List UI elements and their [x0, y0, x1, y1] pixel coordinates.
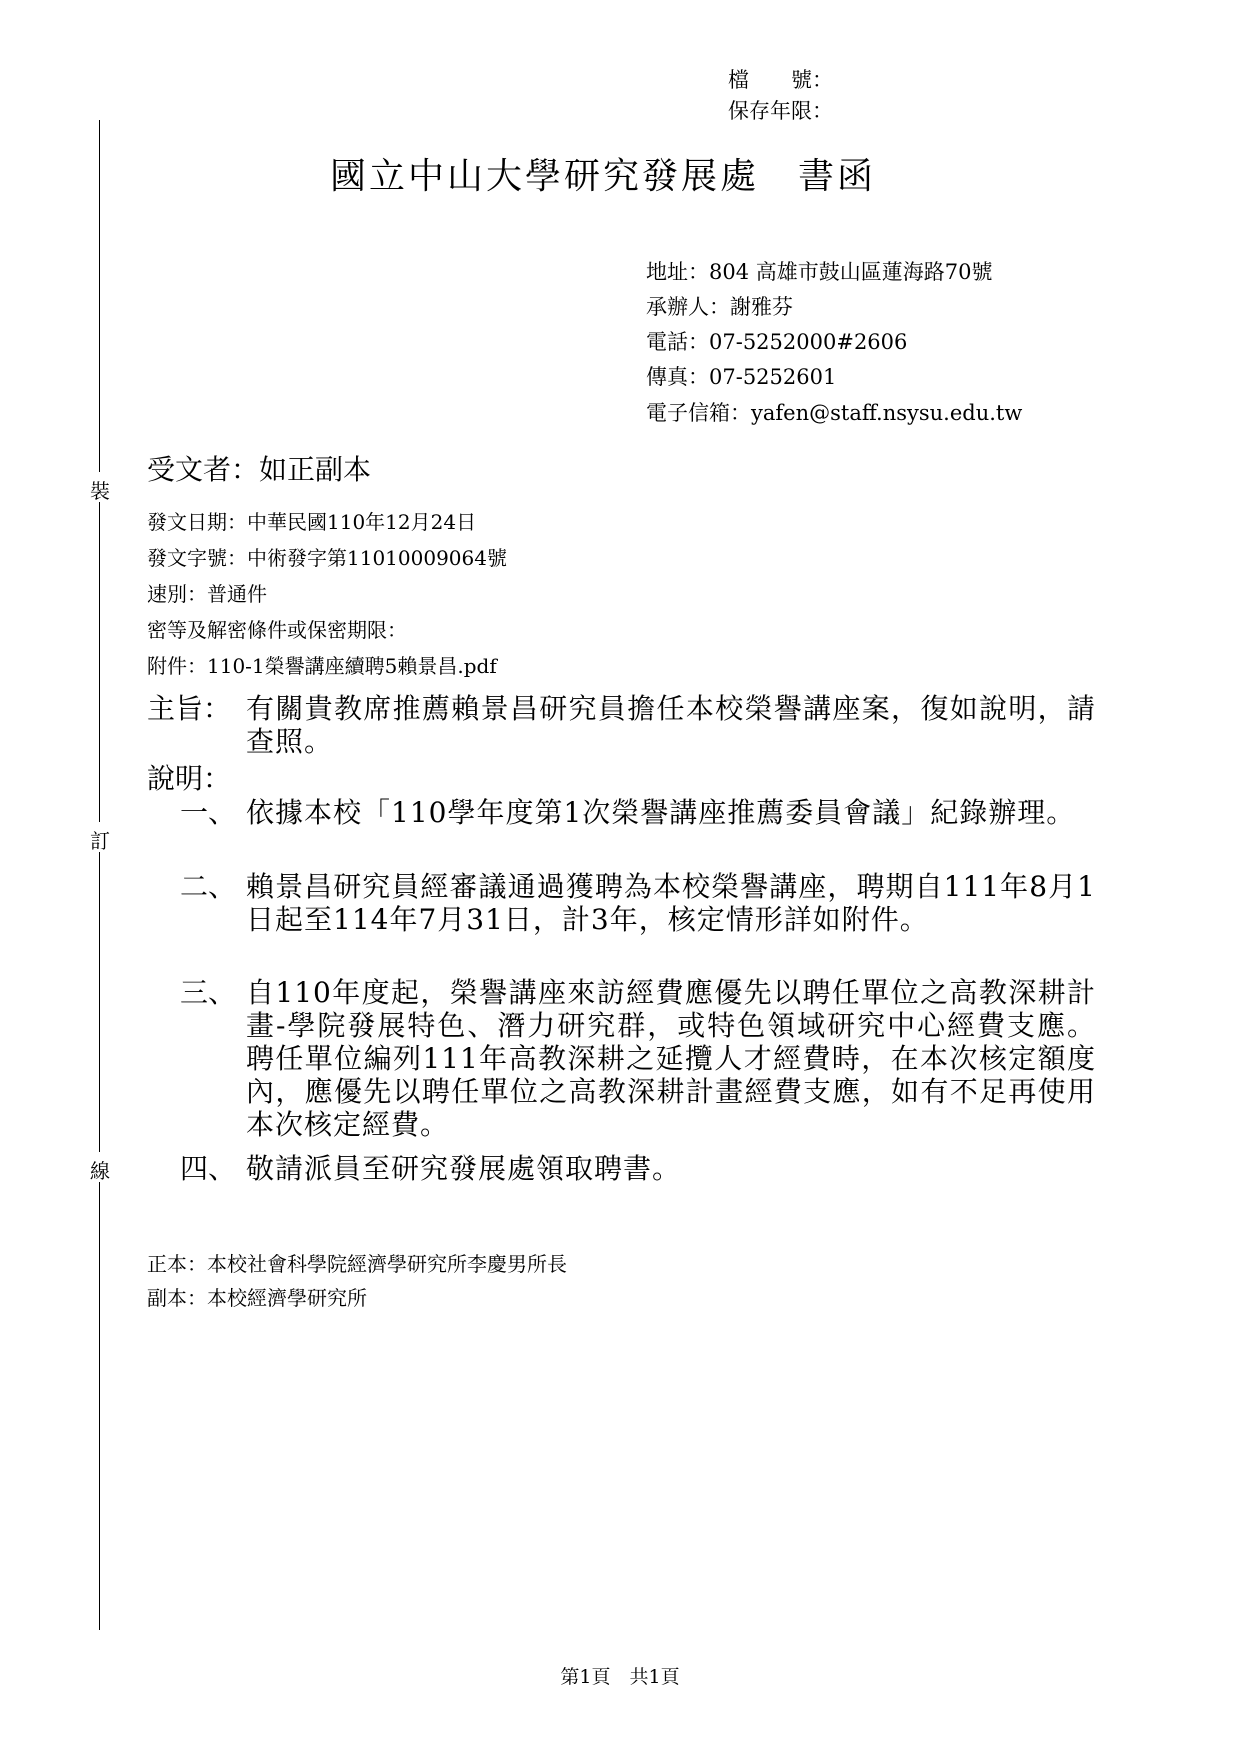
contact-handler: 承辦人：謝雅芬 [646, 295, 793, 319]
explanation-label: 說明： [147, 762, 232, 795]
original-recipient: 正本：本校社會科學院經濟學研究所李慶男所長 [147, 1252, 567, 1276]
item-number: 四、 [180, 1152, 237, 1185]
copy-recipient: 副本：本校經濟學研究所 [147, 1286, 367, 1310]
attachment: 附件：110-1榮譽講座續聘5賴景昌.pdf [147, 654, 497, 678]
contact-address: 地址：804 高雄市鼓山區蓮海路70號 [646, 260, 993, 284]
contact-fax: 傳真：07-5252601 [646, 365, 837, 389]
delivery-speed: 速別：普通件 [147, 582, 267, 606]
binding-mark-xian: 線 [88, 1155, 112, 1184]
binding-line [88, 120, 112, 1630]
file-number-label: 檔 號： [728, 68, 833, 92]
secrecy-level: 密等及解密條件或保密期限： [147, 618, 407, 642]
item-number: 二、 [180, 870, 237, 903]
issue-date: 發文日期：中華民國110年12月24日 [147, 510, 477, 534]
binding-segment [99, 1182, 100, 1630]
item-text: 依據本校「110學年度第1次榮譽講座推薦委員會議」紀錄辦理。 [246, 796, 1076, 829]
retention-period-label: 保存年限： [728, 99, 833, 123]
item-text: 自110年度起，榮譽講座來訪經費應優先以聘任單位之高教深耕計畫-學院發展特色、潛力研究群，或特色領域研究中心經費支應。聘任單位編列111年高教深耕之延攬人才經費時，在本次核定額度內，應優先以聘任單位之高教深耕計畫經費支應，如有不足再使用本次核定經費。 [246, 976, 1096, 1141]
subject-text: 有關貴教席推薦賴景昌研究員擔任本校榮譽講座案，復如說明，請查照。 [246, 692, 1096, 758]
document-title: 國立中山大學研究發展處 書函 [330, 156, 877, 197]
binding-mark-zhuang: 裝 [88, 475, 112, 504]
item-number: 一、 [180, 796, 237, 829]
page-footer: 第1頁 共1頁 [560, 1666, 680, 1688]
item-text: 賴景昌研究員經審議通過獲聘為本校榮譽講座，聘期自111年8月1日起至114年7月31日，計3年，核定情形詳如附件。 [246, 870, 1096, 936]
binding-segment [99, 502, 100, 822]
contact-phone: 電話：07-5252000#2606 [646, 330, 908, 354]
item-number: 三、 [180, 976, 237, 1009]
contact-email: 電子信箱：yafen@staff.nsysu.edu.tw [646, 401, 1023, 425]
binding-mark-ding: 訂 [88, 825, 112, 854]
document-number: 發文字號：中術發字第11010009064號 [147, 546, 507, 570]
item-text: 敬請派員至研究發展處領取聘書。 [246, 1152, 682, 1185]
recipient: 受文者：如正副本 [147, 453, 372, 486]
binding-segment [99, 120, 100, 472]
subject-label: 主旨： [147, 692, 232, 725]
binding-segment [99, 852, 100, 1152]
